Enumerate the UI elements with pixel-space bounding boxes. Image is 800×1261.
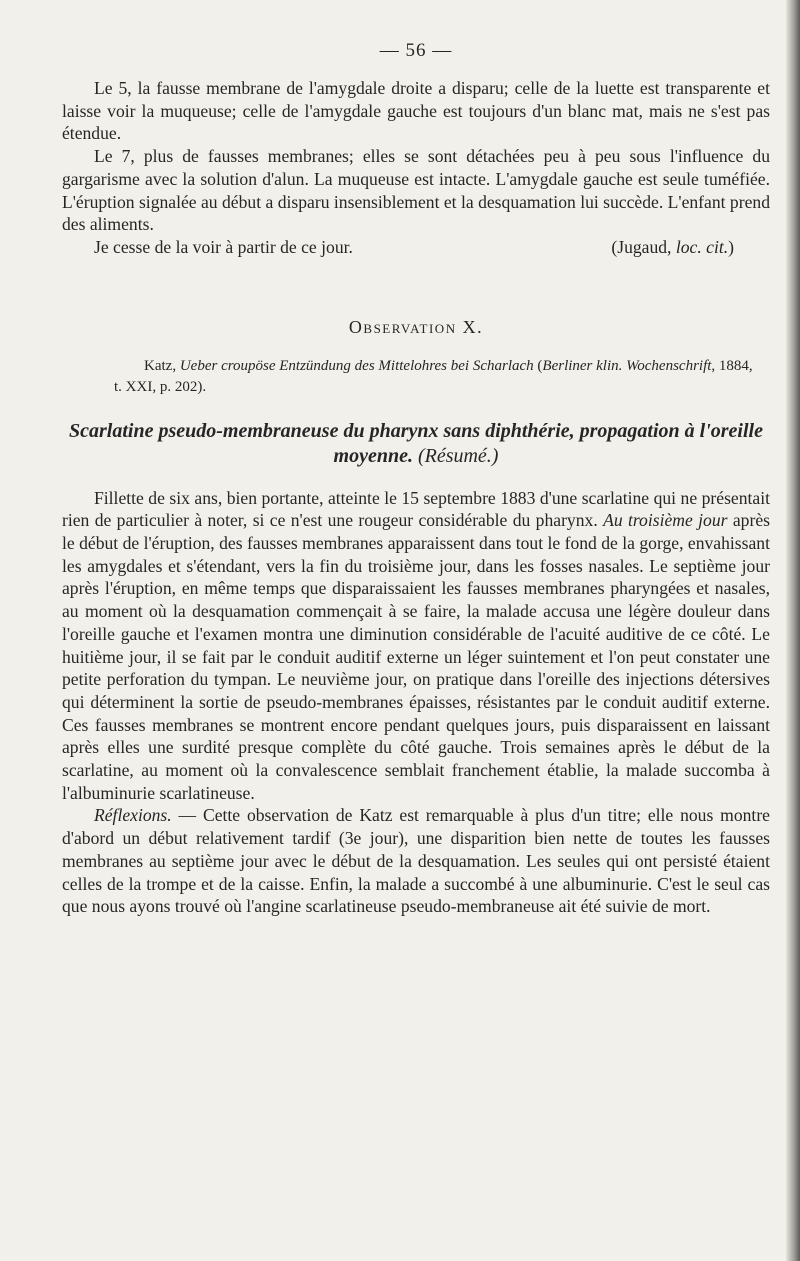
citation-suffix: ) — [728, 236, 734, 257]
paragraph-day-5: Le 5, la fausse membrane de l'amygdale droite a disparu; celle de la luette est transparente et laisse voir la muqueuse; celle de l'amygdale gauche est toujours d'un blanc mat, mais ne s'est pas étendue. — [62, 78, 770, 144]
case-text-emphasis: Au troisième jour — [603, 510, 728, 531]
paragraph-day-7: Le 7, plus de fausses membranes; elles se sont détachées peu à peu sous l'influence du gargarisme avec la solution d'alun. La muqueuse est intacte. L'amygdale gauche est seule tuméfiée. L'éruption signalée au début a disparu insensiblement et la desquamation lui succède. L'enfant prend des aliments. — [62, 146, 770, 235]
page-edge-shadow — [786, 0, 800, 1261]
source-journal: Berliner klin. Wochenschrift — [542, 357, 712, 374]
citation — [579, 236, 770, 259]
source-title: Ueber croupöse Entzündung des Mittelohres bei Scharlach — [179, 357, 534, 374]
reflexions-label: Réflexions. — [94, 805, 172, 826]
citation-loc-cit: loc. cit. — [675, 236, 729, 257]
case-title-main: Scarlatine pseudo-membraneuse du pharynx sans diphthérie, propagation à l'oreille moyenne. — [69, 419, 763, 467]
observation-heading: Observation X. — [348, 316, 484, 337]
case-text-part2: après le début de l'éruption, des fausses membranes apparaissent dans tout le fond de la gorge, envahissant les amygdales et s'étendant, vers la fin du troisième jour, dans les fosses nasales. Le septième jour après l'éruption, en même temps que disparaissaient les fausses membranes pharyngées et nasales, au moment où la desquamation commençait à se faire, la malade accusa une légère douleur dans l'oreille gauche et l'examen montra une diminution considérable de l'acuité auditive de ce côté. Le huitième jour, il se fait par le conduit auditif externe un léger suintement et l'on peut constater une petite perforation du tympan. Le neuvième jour, on pratique dans l'oreille des injections détersives qui déterminent la sortie de pseudo-membranes épaisses, résistantes par le conduit auditif externe. Ces fausses membranes se montrent encore pendant quelques jours, puis disparaissent en laissant après elles une surdité presque complète du côté gauche. Trois semaines après le début de la scarlatine, au moment où la convalescence semblait franchement établie, la malade succomba à l'albuminurie scarlatineuse. — [62, 510, 770, 803]
source-journal-open: ( — [533, 357, 543, 374]
case-description — [62, 487, 770, 805]
source-details: , 1884, t. XXI, p. 202). — [114, 357, 753, 395]
book-page — [62, 40, 770, 918]
case-title-resume: (Résumé.) — [412, 444, 499, 467]
source-author: Katz, — [144, 357, 180, 374]
citation-prefix: (Jugaud, — [611, 236, 676, 257]
closing-text: Je cesse de la voir à partir de ce jour. — [94, 236, 353, 257]
page-number: — 56 — — [379, 40, 453, 61]
reflexions-text: — Cette observation de Katz est remarquable à plus d'un titre; elle nous montre d'abord un début relativement tardif (3e jour), une disparition bien nette de toutes les fausses membranes au septième jour avec le début de la desquamation. Les seules qui ont persisté étaient celles de la trompe et de la caisse. Enfin, la malade a succombé à une albuminurie. C'est le seul cas que nous ayons trouvé où l'angine scarlatineuse pseudo-membraneuse ait été suivie de mort. — [62, 805, 770, 917]
case-title — [62, 419, 770, 469]
closing-line — [62, 236, 770, 259]
reflexions-paragraph — [62, 804, 770, 918]
source-reference — [62, 356, 770, 398]
case-text-part1: Fillette de six ans, bien portante, atteinte le 15 septembre 1883 d'une scarlatine qui ne présentait rien de particulier à noter, si ce n'est une rougeur considérable du pharynx. — [62, 487, 770, 531]
